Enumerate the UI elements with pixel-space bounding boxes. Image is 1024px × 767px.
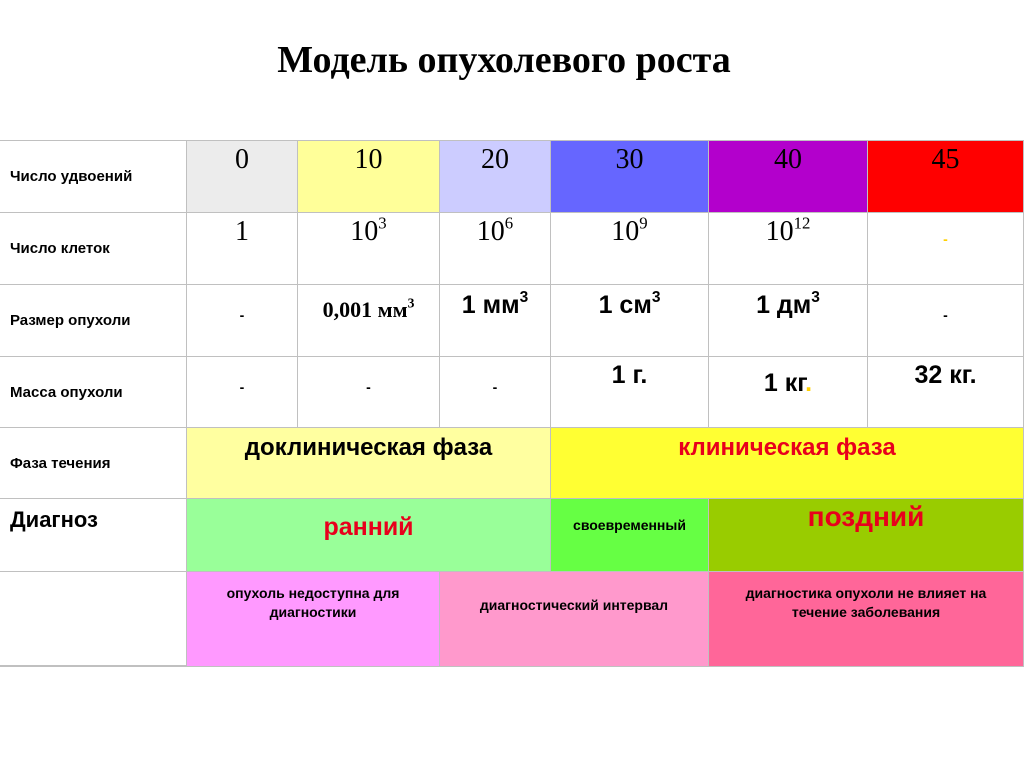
- clinical-phase: клиническая фаза: [551, 428, 1024, 499]
- doublings-0: 0: [187, 141, 298, 213]
- size-20-exp: 3: [519, 289, 529, 307]
- size-20-value: 1 мм: [461, 291, 520, 319]
- mass-45: 32 кг.: [868, 357, 1024, 428]
- cells-0: [187, 213, 298, 285]
- cells-45-value: -: [943, 231, 948, 247]
- row-label-doublings: Число удвоений: [0, 141, 187, 213]
- size-30: [551, 285, 709, 357]
- size-40-value: 1 дм: [756, 291, 812, 319]
- note-inaccessible: опухоль недоступна для диагностики: [187, 572, 440, 667]
- cells-30-exp: 9: [639, 213, 648, 233]
- table-empty-space: [0, 666, 1024, 767]
- mass-40-value: 1 кг: [763, 369, 806, 397]
- size-30-exp: 3: [651, 289, 661, 307]
- cells-45: [868, 213, 1024, 285]
- note-diagnostic-interval: диагностический интервал: [440, 572, 709, 667]
- mass-30: 1 г.: [551, 357, 709, 428]
- mass-40-dot: .: [805, 369, 813, 397]
- row-label-cells: Число клеток: [0, 213, 187, 285]
- page-title: Модель опухолевого роста: [277, 39, 731, 81]
- note-no-effect: диагностика опухоли не влияет на течение заболевания: [709, 572, 1024, 667]
- diagnosis-timely: своевременный: [551, 499, 709, 572]
- cells-30: [551, 213, 709, 285]
- cells-40: [709, 213, 868, 285]
- preclinical-phase: доклиническая фаза: [187, 428, 551, 499]
- doublings-10: 10: [298, 141, 440, 213]
- row-label-mass: Масса опухоли: [0, 357, 187, 428]
- cells-20-base: 10: [476, 216, 505, 247]
- doublings-30: 30: [551, 141, 709, 213]
- doublings-45: 45: [868, 141, 1024, 213]
- cells-40-exp: 12: [793, 213, 811, 233]
- size-0: -: [187, 285, 298, 357]
- size-10-exp: 3: [407, 295, 415, 311]
- cells-20: [440, 213, 551, 285]
- mass-40: [709, 357, 868, 428]
- doublings-40: 40: [709, 141, 868, 213]
- diagnosis-early: ранний: [187, 499, 551, 572]
- size-10: [298, 285, 440, 357]
- diagnosis-late: поздний: [709, 499, 1024, 572]
- row-label-size: Размер опухоли: [0, 285, 187, 357]
- cells-10: [298, 213, 440, 285]
- mass-10: -: [298, 357, 440, 428]
- cells-0-value: 1: [235, 216, 249, 247]
- size-40-exp: 3: [811, 289, 820, 307]
- cells-20-exp: 6: [504, 213, 514, 233]
- mass-0: -: [187, 357, 298, 428]
- row-label-diagnosis: Диагноз: [0, 499, 187, 572]
- row-label-empty: [0, 572, 187, 667]
- mass-20: -: [440, 357, 551, 428]
- size-10-value: 0,001 мм: [322, 297, 408, 322]
- cells-10-exp: 3: [378, 213, 387, 233]
- cells-10-base: 10: [350, 216, 379, 247]
- size-40: [709, 285, 868, 357]
- cells-40-base: 10: [765, 216, 794, 247]
- cells-30-base: 10: [611, 216, 640, 247]
- doublings-20: 20: [440, 141, 551, 213]
- size-45: -: [868, 285, 1024, 357]
- row-label-phase: Фаза течения: [0, 428, 187, 499]
- size-20: [440, 285, 551, 357]
- size-30-value: 1 см: [598, 291, 652, 319]
- tumor-growth-table: [0, 140, 1024, 666]
